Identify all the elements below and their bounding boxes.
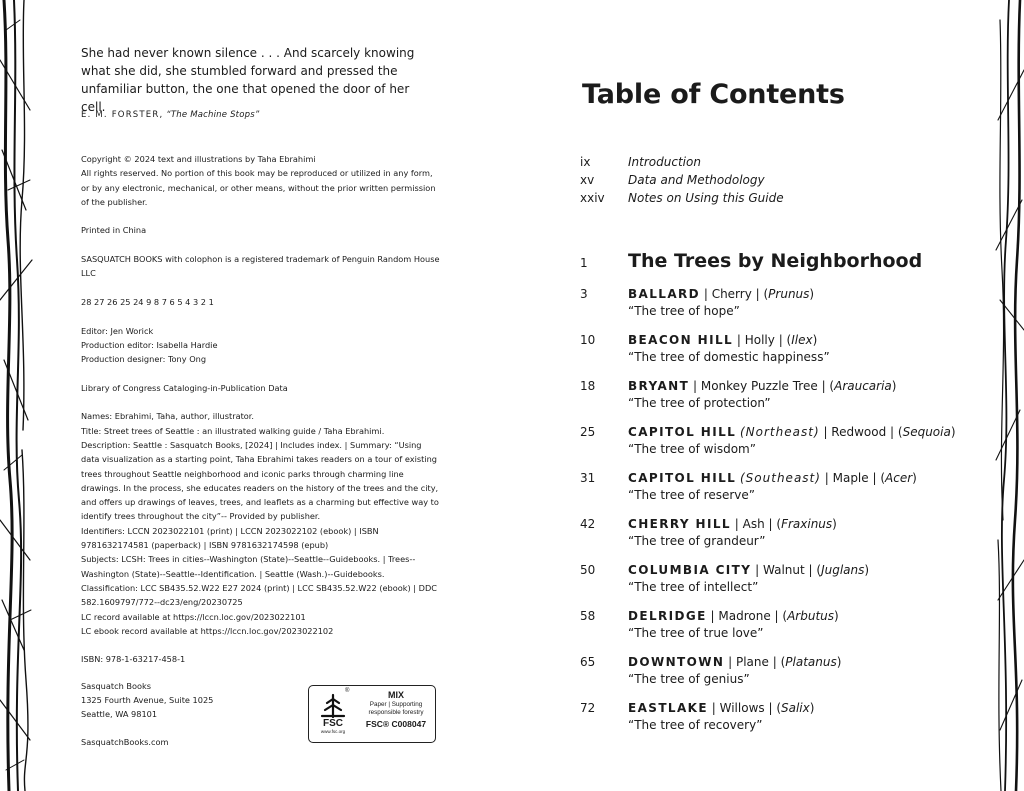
entry-line: BRYANT | Monkey Puzzle Tree | (Araucaria) [628,379,897,393]
copyright-spacer [81,238,441,252]
publisher-website: SasquatchBooks.com [81,737,169,747]
toc-entry[interactable] [580,470,990,516]
copyright-spacer [81,209,441,223]
toc-entry[interactable] [580,516,990,562]
toc-entry[interactable] [580,654,990,700]
toc-entry[interactable] [580,562,990,608]
entry-line: CHERRY HILL | Ash | (Fraxinus) [628,517,837,531]
copyright-line: Editor: Jen Worick [81,325,154,336]
neighborhood-name: COLUMBIA CITY [628,563,752,577]
epigraph-work: “The Machine Stops” [166,110,260,120]
entry-page-number: 31 [580,471,596,485]
toc-entry[interactable] [580,424,990,470]
neighborhood-name: BRYANT [628,379,690,393]
entry-page-number: 42 [580,517,596,531]
toc-entry[interactable] [580,700,990,746]
neighborhood-name: CHERRY HILL [628,517,731,531]
entry-body [628,562,869,608]
fsc-label [308,685,436,743]
tree-genus: Araucaria [834,379,892,393]
toc-entry[interactable] [580,608,990,654]
entry-page-number: 3 [580,287,588,301]
section-page-number: 1 [580,256,588,270]
entry-page-number: 72 [580,701,596,715]
copyright-spacer [81,309,441,323]
tree-genus: Acer [885,471,913,485]
tree-name: Willows [719,701,765,715]
copyright-line: Subjects: LCSH: Trees in cities--Washington (State)--Seattle--Guidebooks. | Trees--Washington (State)--Seattle--Identification. | Seattle (Wash.)--Guidebooks. Classification: LCC SB435.52.W22 E27 2024 (print) | LCC SB435.52.W22 (ebook) | DDC 582.1609797/772--dc23/eng/20230725 [81,554,437,608]
fsc-logo [314,689,352,735]
copyright-spacer [81,395,441,409]
epigraph-attribution [81,108,259,122]
tree-motto: “The tree of hope” [628,304,740,318]
front-matter-title: Notes on Using this Guide [628,191,784,205]
entry-line: BEACON HILL | Holly | (Ilex) [628,333,818,347]
epigraph-author: E. M. FORSTER, [81,110,164,120]
copyright-line: Library of Congress Cataloging-in-Publication Data [81,382,288,393]
entry-line: BALLARD | Cherry | (Prunus) [628,287,815,301]
entry-page-number: 10 [580,333,596,347]
tree-motto: “The tree of true love” [628,626,764,640]
fsc-info [359,690,433,730]
tree-motto: “The tree of genius” [628,672,750,686]
copyright-line: Description: Seattle : Sasquatch Books, [2024] | Includes index. | Summary: “Using data visualization as a starting point, Taha Ebrahimi takes readers on a tour of existing trees throughout Seattle neighborhood and iconic parks through charming line drawings. In the process, she educates readers on the history of the trees and the city, and offers up drawings of leaves, trees, and leaflets as a charming but effective way to identify trees throughout the city”-- Provided by publisher. [81,439,439,522]
address-line: 1325 Fourth Avenue, Suite 1025 [81,695,214,705]
neighborhood-name: BALLARD [628,287,701,301]
neighborhood-qualifier: (Southeast) [740,471,821,485]
front-matter-list [580,153,960,207]
tree-motto: “The tree of reserve” [628,488,756,502]
tree-name: Holly [744,333,775,347]
address-line: Seattle, WA 98101 [81,709,158,719]
toc-entry[interactable] [580,332,990,378]
tree-genus: Fraxinus [781,517,833,531]
toc-entries [580,286,990,746]
neighborhood-name: EASTLAKE [628,701,708,715]
tree-name: Plane [735,655,769,669]
copyright-line: 28 27 26 25 24 9 8 7 6 5 4 3 2 1 [81,296,214,307]
neighborhood-qualifier: (Northeast) [740,425,820,439]
registered-mark-icon: ® [345,688,350,694]
fsc-logo-url: www.fsc.org [320,729,346,734]
fsc-code: FSC® C008047 [365,719,427,729]
entry-page-number: 58 [580,609,596,623]
fsc-description: Paper | Supporting responsible forestry [368,701,424,716]
copyright-line: Identifiers: LCCN 2023022101 (print) | LCCN 2023022102 (ebook) | ISBN 9781632174581 (paperback) | ISBN 9781632174598 (epub) [81,525,379,551]
copyright-line: ISBN: 978-1-63217-458-1 [81,654,186,665]
front-matter-item[interactable] [580,189,960,207]
epigraph-quote: She had never known silence . . . And scarcely knowing what she did, she stumbled forward and pressed the unfamiliar button, the one that opened the door of her cell. [81,46,415,114]
address-line: Sasquatch Books [81,681,152,691]
toc-section-heading[interactable] [580,250,922,272]
front-matter-title: Introduction [628,155,701,169]
front-matter-page: ix [580,155,591,169]
toc-entry[interactable] [580,378,990,424]
front-matter-page: xxiv [580,191,605,205]
copyright-spacer [81,638,441,652]
tree-motto: “The tree of wisdom” [628,442,756,456]
neighborhood-name: DELRIDGE [628,609,707,623]
tree-genus: Ilex [791,333,813,347]
copyright-spacer [81,281,441,295]
copyright-line: LC ebook record available at https://lccn.loc.gov/2023022102 [81,625,334,636]
entry-body [628,378,896,424]
tree-motto: “The tree of domestic happiness” [628,350,830,364]
fsc-logo-text: FSC [323,718,343,729]
tree-motto: “The tree of recovery” [628,718,763,732]
entry-body [628,424,956,470]
entry-body [628,608,839,654]
entry-line: CAPITOL HILL (Southeast) | Maple | (Acer) [628,471,917,485]
entry-body [628,654,841,700]
entry-page-number: 50 [580,563,596,577]
front-matter-page: xv [580,173,595,187]
entry-body [628,286,814,332]
copyright-line: LC record available at https://lccn.loc.gov/2023022101 [81,611,306,622]
entry-page-number: 25 [580,425,596,439]
entry-line: EASTLAKE | Willows | (Salix) [628,701,815,715]
entry-line: COLUMBIA CITY | Walnut | (Juglans) [628,563,870,577]
tree-name: Maple [832,471,869,485]
page-title: Table of Contents [582,79,845,110]
fsc-tree-icon [318,689,348,719]
tree-name: Madrone [718,609,771,623]
entry-body [628,516,837,562]
tree-name: Ash [742,517,765,531]
copyright-line: Title: Street trees of Seattle : an illustrated walking guide / Taha Ebrahimi. [81,425,385,436]
publisher-address [81,679,281,721]
copyright-line: Printed in China [81,225,147,236]
entry-page-number: 65 [580,655,596,669]
tree-name: Monkey Puzzle Tree [700,379,818,393]
copyright-block [81,152,441,667]
tree-name: Redwood [831,425,887,439]
copyright-line: Names: Ebrahimi, Taha, author, illustrator. [81,411,255,422]
front-matter-title: Data and Methodology [628,173,765,187]
tree-genus: Prunus [768,287,810,301]
tree-motto: “The tree of protection” [628,396,771,410]
entry-page-number: 18 [580,379,596,393]
left-edge-tree-sketch [0,0,34,791]
tree-name: Walnut [763,563,805,577]
tree-motto: “The tree of intellect” [628,580,759,594]
tree-genus: Salix [781,701,810,715]
copyright-spacer [81,366,441,380]
entry-body [628,332,830,378]
front-matter-item[interactable] [580,153,960,171]
tree-genus: Juglans [821,563,865,577]
copyright-line: Copyright © 2024 text and illustrations by Taha Ebrahimi [81,154,316,164]
entry-line: DOWNTOWN | Plane | (Platanus) [628,655,842,669]
right-edge-tree-sketch [994,0,1024,791]
toc-entry[interactable] [580,286,990,332]
tree-genus: Arbutus [787,609,835,623]
tree-name: Cherry [711,287,752,301]
entry-line: DELRIDGE | Madrone | (Arbutus) [628,609,839,623]
front-matter-item[interactable] [580,171,960,189]
entry-line: CAPITOL HILL (Northeast) | Redwood | (Sequoia) [628,425,956,439]
entry-body [628,470,917,516]
fsc-mix: MIX [387,690,404,700]
tree-genus: Sequoia [902,425,951,439]
section-title: The Trees by Neighborhood [628,250,923,272]
neighborhood-name: BEACON HILL [628,333,734,347]
entry-body [628,700,814,746]
tree-genus: Platanus [785,655,837,669]
neighborhood-name: CAPITOL HILL [628,471,737,485]
tree-motto: “The tree of grandeur” [628,534,766,548]
copyright-line: Production editor: Isabella Hardie [81,339,218,350]
neighborhood-name: DOWNTOWN [628,655,725,669]
copyright-line: SASQUATCH BOOKS with colophon is a registered trademark of Penguin Random House LLC [81,254,440,279]
copyright-line: Production designer: Tony Ong [81,354,207,365]
copyright-line: All rights reserved. No portion of this book may be reproduced or utilized in any form, or by any electronic, mechanical, or other means, without the prior written permission of the publisher. [81,168,436,207]
neighborhood-name: CAPITOL HILL [628,425,737,439]
